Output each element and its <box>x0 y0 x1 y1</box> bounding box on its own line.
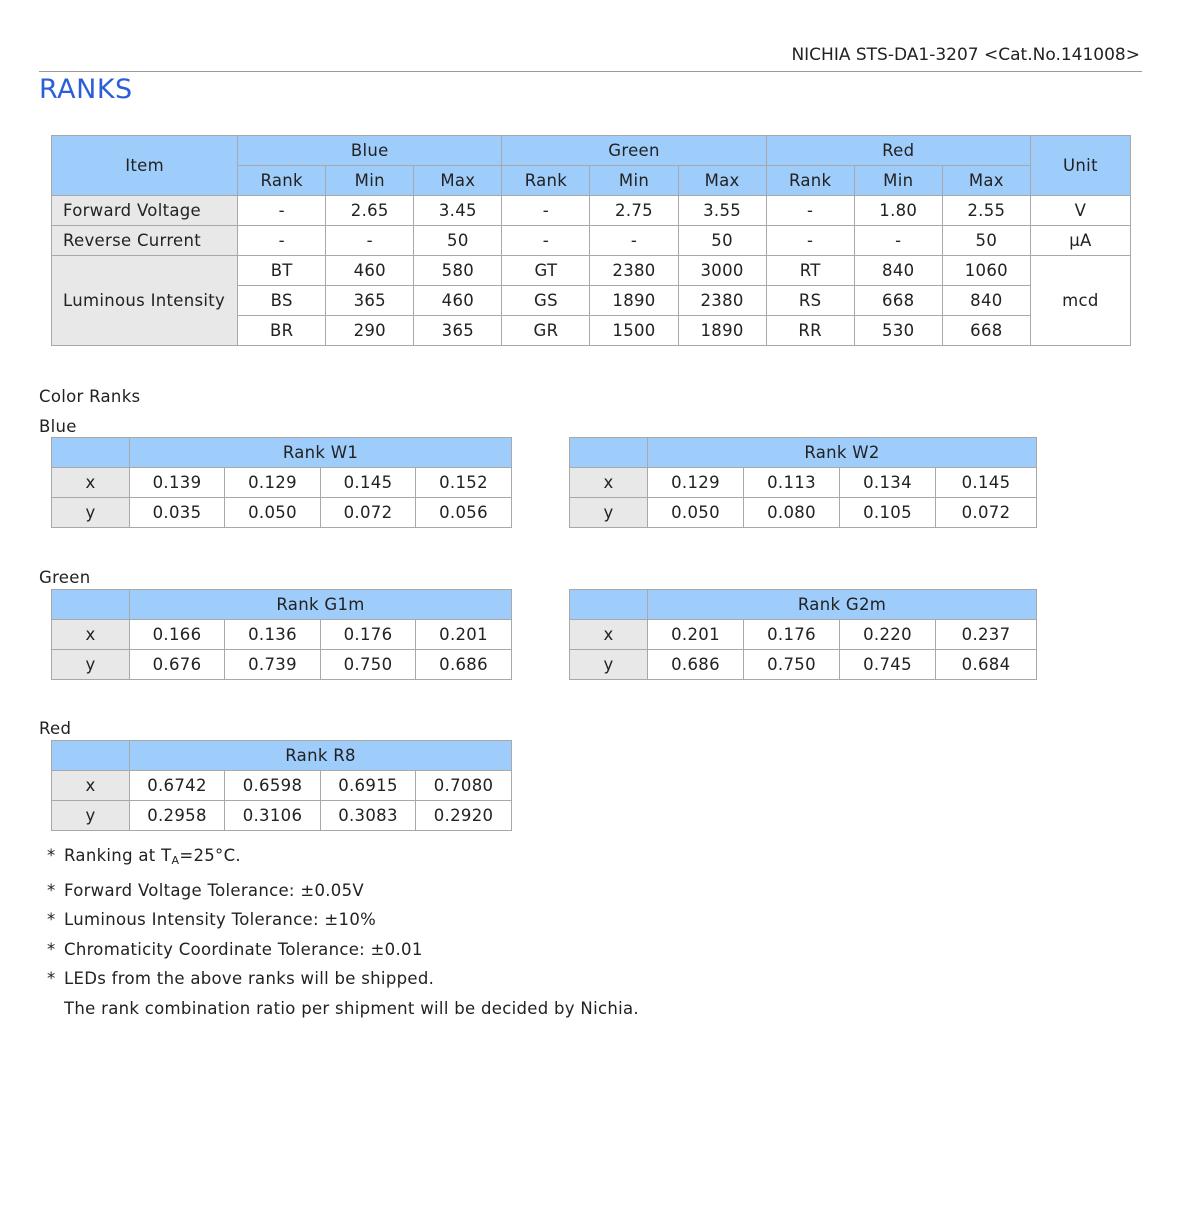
cell: 2.75 <box>590 196 678 226</box>
header-rule <box>39 71 1142 72</box>
cell: 0.750 <box>321 650 416 680</box>
cell: 365 <box>414 316 502 346</box>
cell: RS <box>766 286 854 316</box>
cell: 0.134 <box>840 468 936 498</box>
cell: 0.129 <box>225 468 321 498</box>
cell: - <box>854 226 942 256</box>
cell: 0.750 <box>744 650 840 680</box>
rank-r8-table <box>51 740 512 831</box>
note-vf-tolerance <box>47 876 639 906</box>
cell: 0.201 <box>648 620 744 650</box>
cell: 1060 <box>942 256 1030 286</box>
color-ranks-heading: Color Ranks <box>39 387 141 406</box>
table-row <box>52 801 512 831</box>
cell: - <box>238 226 326 256</box>
table-row <box>570 468 1037 498</box>
row-label: Reverse Current <box>52 226 238 256</box>
note-bullet: * <box>47 910 56 929</box>
cell: 50 <box>414 226 502 256</box>
cell: 668 <box>854 286 942 316</box>
unit-cell: μA <box>1030 226 1130 256</box>
page-title: RANKS <box>39 74 133 105</box>
note-chromaticity-tolerance <box>47 935 639 965</box>
cell: 0.6742 <box>130 771 225 801</box>
cell: 3.55 <box>678 196 766 226</box>
note-bullet: * <box>47 939 56 959</box>
cell: 0.105 <box>840 498 936 528</box>
axis-label: y <box>570 498 648 528</box>
cell: 2.65 <box>326 196 414 226</box>
cell: - <box>766 226 854 256</box>
table-row <box>52 468 512 498</box>
unit-cell: mcd <box>1030 256 1130 346</box>
table-row <box>570 620 1037 650</box>
cell: 0.676 <box>130 650 225 680</box>
axis-label: y <box>52 498 130 528</box>
blue-label: Blue <box>39 417 77 436</box>
cell: 0.035 <box>130 498 225 528</box>
cell: 1.80 <box>854 196 942 226</box>
cell: - <box>766 196 854 226</box>
row-label: Luminous Intensity <box>52 256 238 346</box>
cell: 0.3083 <box>321 801 416 831</box>
note-text: Forward Voltage Tolerance: ±0.05V <box>64 880 364 900</box>
axis-label: x <box>52 771 130 801</box>
cell: 3.45 <box>414 196 502 226</box>
sub-header-rank: Rank <box>766 166 854 196</box>
note-text: Luminous Intensity Tolerance: ±10% <box>64 910 377 929</box>
cell: 0.136 <box>225 620 321 650</box>
cell: 0.686 <box>416 650 512 680</box>
table-row-luminous-1 <box>52 256 1131 286</box>
cell: 0.072 <box>936 498 1037 528</box>
cell: 460 <box>414 286 502 316</box>
sub-header-min: Min <box>326 166 414 196</box>
cell: 0.145 <box>321 468 416 498</box>
cell: 0.080 <box>744 498 840 528</box>
rank-name: Rank R8 <box>130 741 512 771</box>
rank-w1-table <box>51 437 512 528</box>
note-ranking <box>47 841 639 876</box>
cell: 0.056 <box>416 498 512 528</box>
rank-g2m-table <box>569 589 1037 680</box>
axis-label: y <box>570 650 648 680</box>
cell: 0.7080 <box>416 771 512 801</box>
axis-label: y <box>52 650 130 680</box>
cell: BT <box>238 256 326 286</box>
rank-w2-table <box>569 437 1037 528</box>
cell: GT <box>502 256 590 286</box>
corner-cell <box>570 438 648 468</box>
cell: - <box>502 196 590 226</box>
rank-name: Rank W1 <box>130 438 512 468</box>
note-iv-tolerance <box>47 905 639 935</box>
cell: 0.152 <box>416 468 512 498</box>
corner-cell <box>52 741 130 771</box>
note-subscript: A <box>171 854 180 867</box>
axis-label: x <box>52 468 130 498</box>
unit-cell: V <box>1030 196 1130 226</box>
sub-header-max: Max <box>942 166 1030 196</box>
cell: GS <box>502 286 590 316</box>
item-header: Item <box>52 136 238 196</box>
cell: 2380 <box>590 256 678 286</box>
axis-label: x <box>570 620 648 650</box>
rank-name: Rank W2 <box>648 438 1037 468</box>
cell: 0.050 <box>648 498 744 528</box>
cell: 0.176 <box>321 620 416 650</box>
table-row <box>52 498 512 528</box>
note-shipping <box>47 964 639 994</box>
sub-header-min: Min <box>854 166 942 196</box>
cell: 0.145 <box>936 468 1037 498</box>
note-text: Ranking at T <box>64 846 172 865</box>
group-header-red: Red <box>766 136 1030 166</box>
cell: BS <box>238 286 326 316</box>
sub-header-rank: Rank <box>502 166 590 196</box>
cell: 460 <box>326 256 414 286</box>
table-row <box>52 650 512 680</box>
rank-name: Rank G1m <box>130 590 512 620</box>
cell: RT <box>766 256 854 286</box>
cell: 0.6598 <box>225 771 321 801</box>
cell: RR <box>766 316 854 346</box>
group-header-green: Green <box>502 136 766 166</box>
green-label: Green <box>39 568 91 587</box>
cell: - <box>238 196 326 226</box>
document-id: NICHIA STS-DA1-3207 <Cat.No.141008> <box>791 45 1140 65</box>
cell: 50 <box>942 226 1030 256</box>
sub-header-max: Max <box>414 166 502 196</box>
cell: 0.686 <box>648 650 744 680</box>
cell: 0.739 <box>225 650 321 680</box>
cell: 0.6915 <box>321 771 416 801</box>
cell: 0.684 <box>936 650 1037 680</box>
cell: 0.745 <box>840 650 936 680</box>
note-bullet: * <box>47 880 56 900</box>
cell: 0.220 <box>840 620 936 650</box>
table-row-reverse-current <box>52 226 1131 256</box>
sub-header-max: Max <box>678 166 766 196</box>
cell: 0.2958 <box>130 801 225 831</box>
sub-header-min: Min <box>590 166 678 196</box>
cell: - <box>590 226 678 256</box>
red-label: Red <box>39 719 72 738</box>
cell: 3000 <box>678 256 766 286</box>
cell: 0.2920 <box>416 801 512 831</box>
cell: GR <box>502 316 590 346</box>
cell: 0.166 <box>130 620 225 650</box>
cell: - <box>326 226 414 256</box>
axis-label: x <box>570 468 648 498</box>
group-header-blue: Blue <box>238 136 502 166</box>
cell: 0.113 <box>744 468 840 498</box>
table-row <box>52 771 512 801</box>
table-row-forward-voltage <box>52 196 1131 226</box>
ranks-table <box>51 135 1131 346</box>
cell: - <box>502 226 590 256</box>
row-label: Forward Voltage <box>52 196 238 226</box>
cell: 1500 <box>590 316 678 346</box>
note-shipping-continued: The rank combination ratio per shipment will be decided by Nichia. <box>64 998 639 1018</box>
note-text: LEDs from the above ranks will be shipped. <box>64 969 435 988</box>
cell: 0.139 <box>130 468 225 498</box>
cell: 1890 <box>590 286 678 316</box>
cell: 365 <box>326 286 414 316</box>
cell: 840 <box>942 286 1030 316</box>
cell: 1890 <box>678 316 766 346</box>
rank-name: Rank G2m <box>648 590 1037 620</box>
sub-header-rank: Rank <box>238 166 326 196</box>
cell: 0.3106 <box>225 801 321 831</box>
corner-cell <box>52 590 130 620</box>
cell: 840 <box>854 256 942 286</box>
note-bullet: * <box>47 846 56 865</box>
cell: 0.072 <box>321 498 416 528</box>
cell: 0.237 <box>936 620 1037 650</box>
cell: 2.55 <box>942 196 1030 226</box>
axis-label: y <box>52 801 130 831</box>
notes <box>47 841 639 1023</box>
corner-cell <box>570 590 648 620</box>
axis-label: x <box>52 620 130 650</box>
cell: 668 <box>942 316 1030 346</box>
table-row <box>570 498 1037 528</box>
cell: 0.201 <box>416 620 512 650</box>
cell: 580 <box>414 256 502 286</box>
cell: 290 <box>326 316 414 346</box>
cell: 2380 <box>678 286 766 316</box>
table-row <box>570 650 1037 680</box>
cell: 0.050 <box>225 498 321 528</box>
table-row <box>52 620 512 650</box>
unit-header: Unit <box>1030 136 1130 196</box>
note-bullet: * <box>47 969 56 988</box>
note-text: Chromaticity Coordinate Tolerance: ±0.01 <box>64 939 423 959</box>
corner-cell <box>52 438 130 468</box>
note-text: =25°C. <box>179 846 241 865</box>
cell: BR <box>238 316 326 346</box>
cell: 0.176 <box>744 620 840 650</box>
cell: 50 <box>678 226 766 256</box>
rank-g1m-table <box>51 589 512 680</box>
cell: 530 <box>854 316 942 346</box>
cell: 0.129 <box>648 468 744 498</box>
